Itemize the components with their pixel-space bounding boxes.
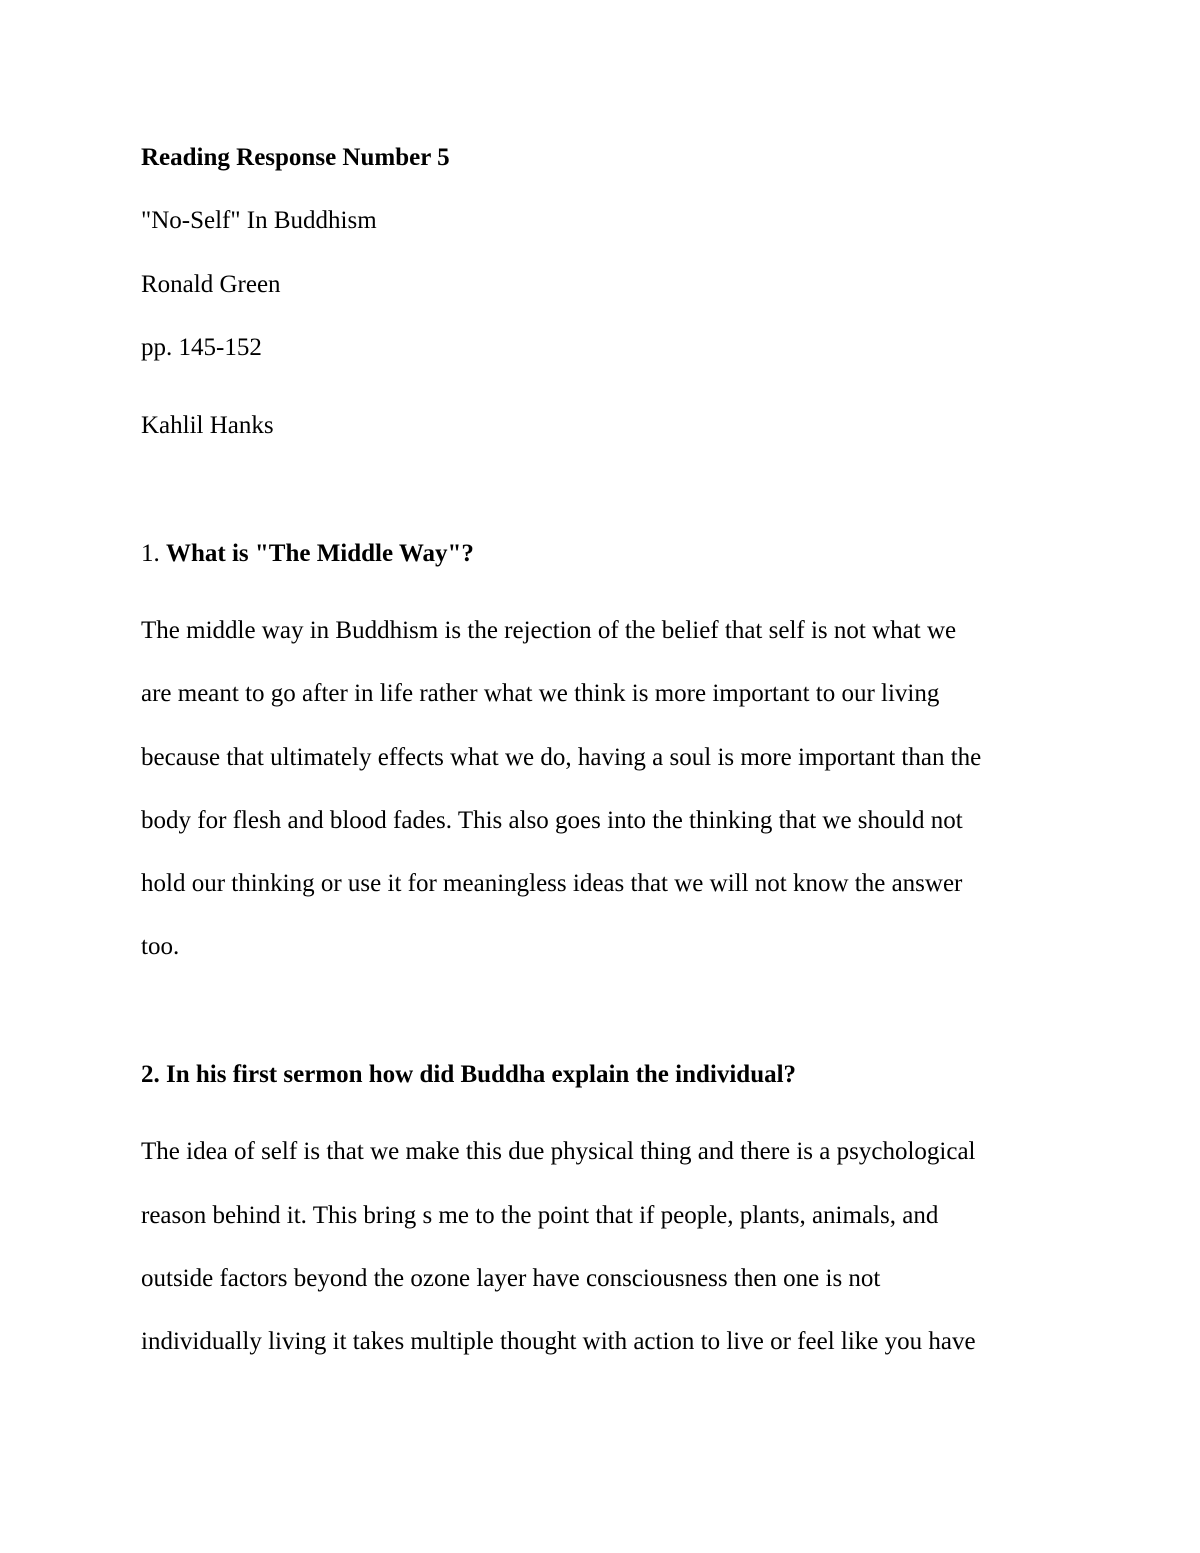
answer-1-line: are meant to go after in life rather what we think is more important to our living <box>141 680 940 707</box>
answer-2-line: outside factors beyond the ozone layer have consciousness then one is not <box>141 1265 881 1292</box>
answer-1-line: too. <box>141 933 180 960</box>
answer-1-line: body for flesh and blood fades. This also goes into the thinking that we should not <box>141 807 963 834</box>
question-1-prompt: What is "The Middle Way"? <box>166 540 474 567</box>
question-1-number: 1. <box>141 540 160 567</box>
question-2-number: 2. <box>141 1061 160 1088</box>
question-1-heading <box>141 539 474 569</box>
answer-2-line: reason behind it. This bring s me to the point that if people, plants, animals, and <box>141 1202 939 1229</box>
reading-title: "No-Self" In Buddhism <box>141 207 377 234</box>
question-2-heading <box>141 1060 796 1090</box>
question-2-prompt: In his first sermon how did Buddha explain the individual? <box>166 1061 797 1088</box>
page-range: pp. 145-152 <box>141 334 262 361</box>
student-name: Kahlil Hanks <box>141 412 274 439</box>
document-title: Reading Response Number 5 <box>141 144 450 171</box>
answer-1-line: because that ultimately effects what we do, having a soul is more important than the <box>141 744 982 771</box>
answer-2-line: individually living it takes multiple thought with action to live or feel like you have <box>141 1328 976 1355</box>
answer-1-line: The middle way in Buddhism is the rejection of the belief that self is not what we <box>141 617 957 644</box>
answer-1-line: hold our thinking or use it for meaningless ideas that we will not know the answer <box>141 870 963 897</box>
author-name: Ronald Green <box>141 271 281 298</box>
answer-2-line: The idea of self is that we make this due physical thing and there is a psychological <box>141 1138 976 1165</box>
